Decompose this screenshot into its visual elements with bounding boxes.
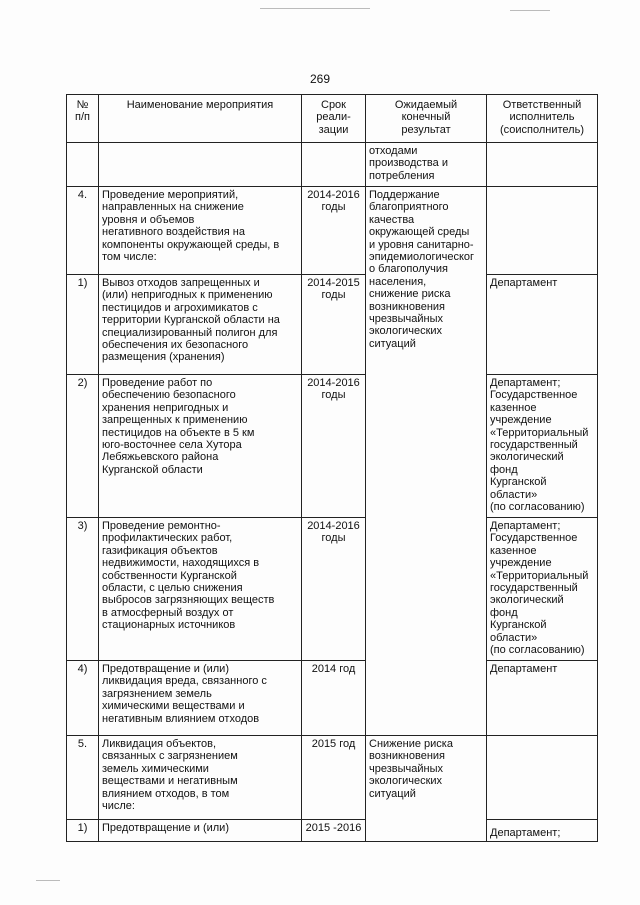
table-row	[67, 820, 598, 842]
header-executor: Ответственный исполнитель (соисполнитель)	[487, 95, 598, 143]
activities-table	[66, 94, 598, 842]
num-cell: 2)	[67, 375, 99, 518]
result-cell: отходами производства и потребления	[366, 143, 487, 187]
name-cell: Предотвращение и (или) ликвидация вреда, связанного с загрязнением земель химическими веществами и негативным влиянием отходов	[99, 661, 302, 736]
term-cell	[302, 143, 366, 187]
header-result: Ожидаемый конечный результат	[366, 95, 487, 143]
num-cell: 4.	[67, 187, 99, 275]
header-name: Наименование мероприятия	[99, 95, 302, 143]
num-cell: 1)	[67, 820, 99, 842]
term-cell: 2014-2015 годы	[302, 275, 366, 375]
num-cell: 3)	[67, 518, 99, 661]
term-cell: 2014-2016 годы	[302, 375, 366, 518]
header-num: № п/п	[67, 95, 99, 143]
executor-cell	[487, 187, 598, 275]
scan-artifact	[260, 8, 370, 9]
executor-cell: Департамент; Государственное казенное учреждение «Территориальный государственный экологический фонд Курганской области» (по согласованию)	[487, 518, 598, 661]
name-cell: Вывоз отходов запрещенных и (или) непригодных к применению пестицидов и агрохимикатов с территории Курганской области на специализированный полигон для обеспечения их безопасного размещения (хранения)	[99, 275, 302, 375]
table-header-row	[67, 95, 598, 143]
table-row	[67, 518, 598, 661]
executor-cell: Департамент	[487, 275, 598, 375]
scan-artifact	[510, 10, 550, 11]
term-cell: 2015 год	[302, 736, 366, 820]
term-cell: 2014 год	[302, 661, 366, 736]
executor-cell: Департамент;	[487, 820, 598, 842]
table-row	[67, 143, 598, 187]
num-cell: 4)	[67, 661, 99, 736]
scan-artifact	[36, 880, 60, 881]
executor-cell	[487, 143, 598, 187]
term-cell: 2015 -2016	[302, 820, 366, 842]
name-cell: Проведение работ по обеспечению безопасного хранения непригодных и запрещенных к применению пестицидов на объекте в 5 км юго-восточнее села Хутора Лебяжьевского района Курганской области	[99, 375, 302, 518]
name-cell	[99, 143, 302, 187]
executor-cell: Департамент	[487, 661, 598, 736]
name-cell: Предотвращение и (или)	[99, 820, 302, 842]
table-row	[67, 275, 598, 375]
num-cell	[67, 143, 99, 187]
result-cell: Снижение риска возникновения чрезвычайных экологических ситуаций	[366, 736, 487, 842]
name-cell: Проведение ремонтно- профилактических работ, газификация объектов недвижимости, находящихся в собственности Курганской области, с целью снижения выбросов загрязняющих веществ в атмосферный воздух от стационарных источников	[99, 518, 302, 661]
term-cell: 2014-2016 годы	[302, 187, 366, 275]
term-cell: 2014-2016 годы	[302, 518, 366, 661]
table-row	[67, 187, 598, 275]
result-cell: Поддержание благоприятного качества окружающей среды и уровня санитарно- эпидемиологическог о благополучия населения, снижение риска возникновения чрезвычайных экологических ситуаций	[366, 187, 487, 736]
executor-cell	[487, 736, 598, 820]
page-number: 269	[309, 72, 331, 86]
num-cell: 5.	[67, 736, 99, 820]
name-cell: Ликвидация объектов, связанных с загрязнением земель химическими веществами и негативным влиянием отходов, в том числе:	[99, 736, 302, 820]
header-term: Срок реали- зации	[302, 95, 366, 143]
name-cell: Проведение мероприятий, направленных на снижение уровня и объемов негативного воздействия на компоненты окружающей среды, в том числе:	[99, 187, 302, 275]
executor-cell: Департамент; Государственное казенное учреждение «Территориальный государственный экологический фонд Курганской области» (по согласованию)	[487, 375, 598, 518]
table-row	[67, 375, 598, 518]
table-row	[67, 661, 598, 736]
table-row	[67, 736, 598, 820]
num-cell: 1)	[67, 275, 99, 375]
